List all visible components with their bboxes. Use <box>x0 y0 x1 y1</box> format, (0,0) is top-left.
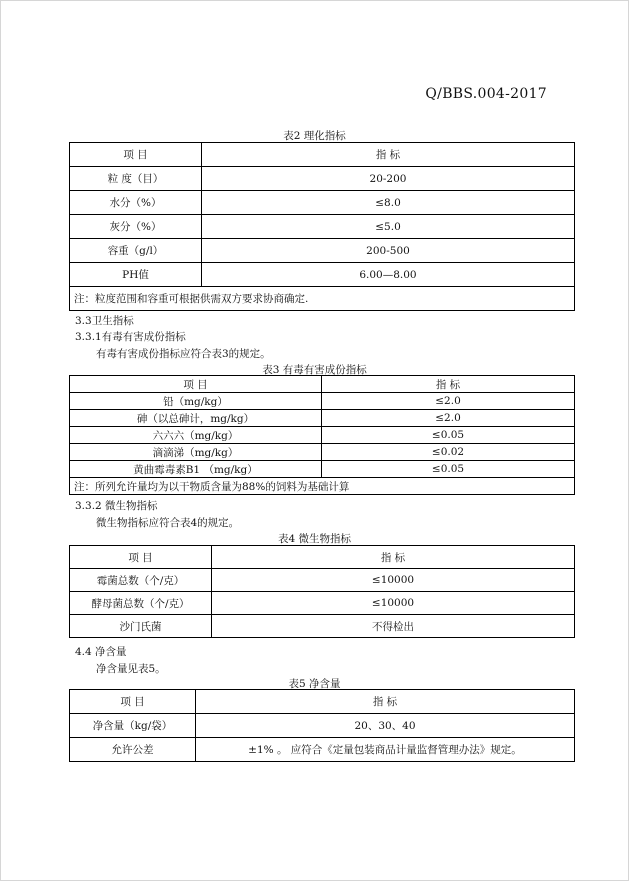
document-code: Q/BBS.004-2017 <box>425 86 547 102</box>
table-row <box>70 191 575 215</box>
table-cell: 不得检出 <box>212 615 575 638</box>
table-cell: ≤8.0 <box>202 191 575 215</box>
table-cell: 容重（g/l） <box>70 239 202 263</box>
table-header-row <box>70 376 575 393</box>
header-cell-item: 项 目 <box>70 690 196 714</box>
section-heading-3-3: 3.3卫生指标 <box>75 315 134 327</box>
table-cell: 6.00—8.00 <box>202 263 575 287</box>
table-row <box>70 215 575 239</box>
table-cell: ≤2.0 <box>322 410 575 427</box>
table-header-row <box>70 546 575 569</box>
paragraph-3-3-2: 微生物指标应符合表4的规定。 <box>96 517 240 529</box>
table-row <box>70 592 575 615</box>
section-heading-3-3-1: 3.3.1有毒有害成份指标 <box>75 331 186 343</box>
table-row <box>70 714 575 738</box>
section-heading-4-4: 4.4 净含量 <box>75 646 127 658</box>
table-cell: 允许公差 <box>70 738 196 762</box>
table4-microbial <box>69 545 575 638</box>
table-cell: 铅（mg/kg） <box>70 393 322 410</box>
table-row <box>70 461 575 478</box>
table-row <box>70 410 575 427</box>
table-cell: 沙门氏菌 <box>70 615 212 638</box>
header-cell-item: 项 目 <box>70 143 202 167</box>
table-cell: 灰分（%） <box>70 215 202 239</box>
table-cell: ≤0.05 <box>322 461 575 478</box>
table-row <box>70 569 575 592</box>
table-row <box>70 167 575 191</box>
table-cell: 霉菌总数（个/克） <box>70 569 212 592</box>
table-cell: 滴滴涕（mg/kg） <box>70 444 322 461</box>
table-header-row <box>70 143 575 167</box>
table2-caption: 表2 理化指标 <box>283 130 346 142</box>
table2-physicochemical <box>69 142 575 311</box>
table-cell: ≤5.0 <box>202 215 575 239</box>
table-cell: ≤10000 <box>212 592 575 615</box>
table-row <box>70 444 575 461</box>
table-row <box>70 239 575 263</box>
table-cell: ≤10000 <box>212 569 575 592</box>
table3-note: 注：所列允许量均为以干物质含量为88%的饲料为基础计算 <box>70 478 575 495</box>
paragraph-3-3-1: 有毒有害成份指标应符合表3的规定。 <box>96 348 271 360</box>
header-cell-index: 指 标 <box>212 546 575 569</box>
table-cell: 六六六（mg/kg） <box>70 427 322 444</box>
table-cell: 水分（%） <box>70 191 202 215</box>
table-cell: ±1% 。 应符合《定量包装商品计量监督管理办法》规定。 <box>196 738 575 762</box>
table-cell: 20、30、40 <box>196 714 575 738</box>
table-cell: ≤0.05 <box>322 427 575 444</box>
table-cell: PH值 <box>70 263 202 287</box>
header-cell-index: 指 标 <box>202 143 575 167</box>
header-cell-index: 指 标 <box>322 376 575 393</box>
table3-caption: 表3 有毒有害成份指标 <box>262 364 367 376</box>
table-row <box>70 263 575 287</box>
header-cell-item: 项 目 <box>70 546 212 569</box>
table-cell: ≤2.0 <box>322 393 575 410</box>
table-note-row <box>70 478 575 495</box>
table2-note: 注：粒度范围和容重可根据供需双方要求协商确定. <box>70 287 575 311</box>
table3-toxic-substances <box>69 375 575 495</box>
section-heading-3-3-2: 3.3.2 微生物指标 <box>75 500 158 512</box>
table-note-row <box>70 287 575 311</box>
table-header-row <box>70 690 575 714</box>
table5-caption: 表5 净含量 <box>288 678 341 690</box>
table-cell: 粒 度（目） <box>70 167 202 191</box>
paragraph-4-4: 净含量见表5。 <box>96 663 166 675</box>
table-row <box>70 427 575 444</box>
table-cell: 砷（以总砷计，mg/kg） <box>70 410 322 427</box>
header-cell-item: 项 目 <box>70 376 322 393</box>
table-row <box>70 738 575 762</box>
table-cell: 20-200 <box>202 167 575 191</box>
header-cell-index: 指 标 <box>196 690 575 714</box>
table5-net-content <box>69 689 575 762</box>
table4-caption: 表4 微生物指标 <box>277 533 352 545</box>
table-row <box>70 393 575 410</box>
table-cell: 黄曲霉毒素B1 （mg/kg） <box>70 461 322 478</box>
table-cell: 净含量（kg/袋） <box>70 714 196 738</box>
table-cell: 200-500 <box>202 239 575 263</box>
table-cell: 酵母菌总数（个/克） <box>70 592 212 615</box>
table-cell: ≤0.02 <box>322 444 575 461</box>
table-row <box>70 615 575 638</box>
